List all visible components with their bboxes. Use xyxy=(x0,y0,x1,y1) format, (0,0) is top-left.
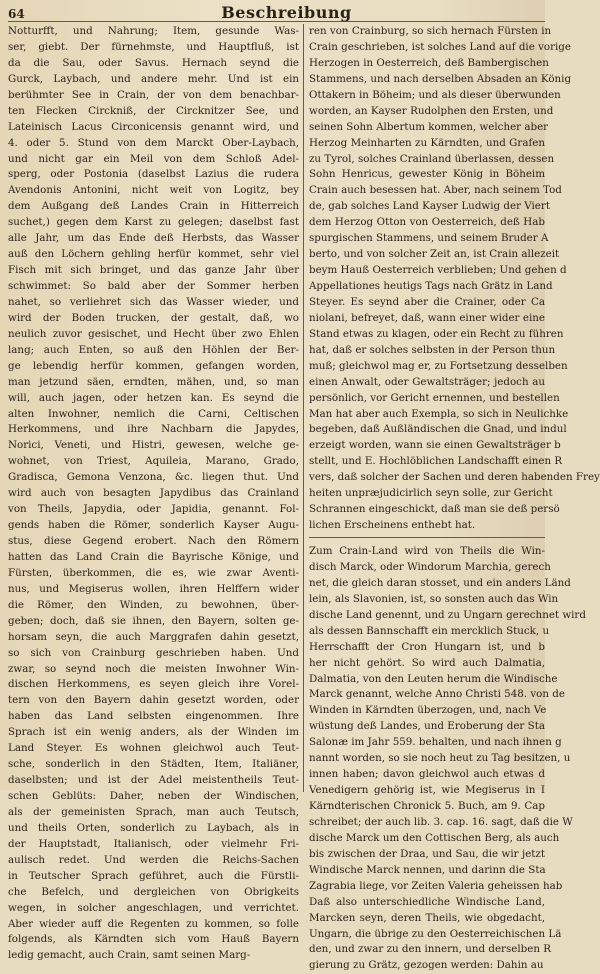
text-line: Gurck, Laybach, und andere mehr. Und ist ein xyxy=(8,72,299,85)
text-line: Dalmatia, von den Leuten herum die Windische xyxy=(309,672,558,685)
text-line: Ottakern in Böheim; und als dieser überwunden xyxy=(309,88,561,101)
right-column-bottom-paragraph xyxy=(309,544,586,974)
text-line: beym Hauß Oesterreich verblieben; Und gehen d xyxy=(309,264,567,277)
text-line: her nicht gehört. So wird auch Dalmatia, xyxy=(309,656,545,669)
text-line: folgends, als Kärndten sich vom Hauß Bayern xyxy=(8,933,299,946)
text-line: sperg, oder Postonia (daselbst Lazius die rudera xyxy=(8,168,299,181)
text-line: begeben, daß Außländischen die Gnad, und indul xyxy=(309,423,567,436)
text-line: neulich zuvor gesischet, und Hecht über zwo Ehlen xyxy=(8,327,299,340)
text-line: Lateinisch Lacus Circonicensis genannt wird, und xyxy=(8,120,299,133)
text-line: Norici, Veneti, und Histri, gewesen, welche ge- xyxy=(8,439,299,452)
text-line: Herzogen in Oesterreich, deß Bambergischen xyxy=(309,56,549,69)
text-line: worden, an Kayser Rudolphen den Ersten, und xyxy=(309,104,554,117)
text-line: Land Steyer. Es wohnen gleichwol auch Teut- xyxy=(8,742,299,755)
text-line: disch Marck, oder Windorum Marchia, gerech xyxy=(309,560,551,573)
text-line: alten Inwohner, nemlich die Carni, Celtischen xyxy=(8,407,299,420)
text-line: hatten das Land Crain die Bayrische Könige, und xyxy=(8,550,299,563)
text-line: und theils Orten, sonderlich zu Laybach, als in xyxy=(8,821,299,834)
text-line: bis zwischen der Draa, und Sau, die wir jetzt xyxy=(309,847,545,860)
text-line: dische Land genennt, und zu Ungarn gerechnet wird xyxy=(309,608,586,621)
text-line: Sohn Henricus, gewester König in Böheim xyxy=(309,168,545,181)
text-line: Stammens, und nach derselben Absaden an König xyxy=(309,72,572,85)
text-line: net, die gleich daran stosset, und ein anders Länd xyxy=(309,576,571,589)
text-line: lichen Erscheinens enthebt hat. xyxy=(309,519,476,532)
text-line: Stand etwas zu klagen, oder ein Recht zu führen xyxy=(309,327,564,340)
text-line: auß den Löchern gehling herfür kommet, sehr viel xyxy=(8,248,299,261)
page-header xyxy=(8,3,545,22)
text-line: als der gemeinisten Sprach, man auch Teutsch, xyxy=(8,805,299,818)
text-line: zu Tyrol, solches Crainland überlassen, dessen xyxy=(309,152,555,165)
text-line: dischen Herkommens, es seyen gleich ihre Vorel- xyxy=(8,678,299,691)
text-line: Salonæ im Jahr 559. behalten, und nach ihnen g xyxy=(309,736,562,749)
text-line: zwar, so seynd noch die meisten Inwohner Win- xyxy=(8,662,299,675)
text-line: persönlich, vor Gericht ernennen, und bestellen xyxy=(309,391,560,404)
text-line: suchet,) gegen dem Karst zu gelegen; daselbst fast xyxy=(8,216,299,229)
text-line: heiten unpræjudicirlich seyn solle, zur Gericht xyxy=(309,487,553,500)
text-line: lang; auch Enten, so auß den Höhlen der Ber- xyxy=(8,343,299,356)
left-column xyxy=(8,24,303,962)
text-line: innen haben; davon gleichwol auch etwas d xyxy=(309,768,545,781)
text-line: Windische Marck nennen, und darinn die Sta xyxy=(309,863,546,876)
text-line: stus, diese Gegend erobert. Nach den Römern xyxy=(8,535,299,547)
text-line: Herrschafft der Cron Hungarn ist, und b xyxy=(309,640,545,653)
text-line: die Römer, den Winden, zu bewohnen, über- xyxy=(8,598,299,611)
text-line: von Theils, Japydia, oder Japidia, genannt. Fol- xyxy=(8,503,299,516)
page-number: 64 xyxy=(8,7,25,21)
text-line: geben; doch, daß sie ihnen, den Bayern, solten ge- xyxy=(8,614,299,627)
text-line: Zum Crain-Land wird von Theils die Win- xyxy=(309,545,545,557)
text-columns xyxy=(8,24,600,972)
text-line: schwimmet: So bald aber der Sommer herben xyxy=(8,280,299,292)
text-line: ledig gemacht, auch Crain, samt seinen Marg- xyxy=(8,949,251,962)
text-line: ten Flecken Circkniß, der Circknitzer See, und xyxy=(8,104,299,117)
text-line: Fürsten, überkommen, die es, wie zwar Aventi- xyxy=(8,566,299,579)
text-line: haben das Land selbsten eingenommen. Ihre xyxy=(8,710,299,723)
text-line: schreibet; der auch lib. 3. cap. 16. sagt, daß die W xyxy=(309,815,573,828)
text-line: niolani, befreyet, daß, wann einer wider eine xyxy=(309,311,545,324)
text-line: Herzog Meinharten zu Kärndten, und Grafen xyxy=(309,136,545,149)
column-divider xyxy=(303,24,304,792)
text-line: Avendonis Antonini, nicht weit von Logitz, bey xyxy=(8,184,299,197)
text-line: vers, daß solcher der Sachen und deren habenden Frey xyxy=(309,471,600,484)
text-line: muß; gleichwol mag er, zu Fortsetzung desselben xyxy=(309,359,568,372)
text-line: da die Sau, oder Savus. Hernach seynd die xyxy=(8,56,299,69)
text-line: nannt worden, so sie noch heut zu Tag besitzen, u xyxy=(309,752,571,765)
text-line: Venedigern gehörig ist, wie Megiserus in I xyxy=(309,784,545,797)
text-line: wird der Boden trucken, der gestalt, daß, wo xyxy=(8,311,299,324)
text-line: 4. oder 5. Stund von dem Marckt Ober-Laybach, xyxy=(8,136,299,149)
text-line: Marcken seyn, deren Theils, wie obgedacht, xyxy=(309,911,545,924)
text-line: Sprach ist ein wenig anders, als der Winden im xyxy=(8,726,299,739)
text-line: spurgischen Stammens, und seinem Bruder A xyxy=(309,232,549,245)
text-line: horsam seyn, die auch Marggrafen dahin gesetzt, xyxy=(8,630,299,643)
text-line: nus, und Megiserus wollen, ihren Helffern wider xyxy=(8,582,299,595)
text-line: che Befelch, und dergleichen von Obrigkeits xyxy=(8,885,299,898)
text-line: stellt, und E. Hochlöblichen Landschafft einen R xyxy=(309,455,563,468)
text-line: dische Marck um den Cottischen Berg, als auch xyxy=(309,831,560,844)
text-line: der Hauptstadt, Italianisch, oder vielmehr Fri- xyxy=(8,837,299,850)
text-line: berühmter See in Crain, der von dem benachbar- xyxy=(8,88,299,101)
text-line: hat, daß er solches selbsten in der Person thun xyxy=(309,343,556,356)
text-line: will, auch jagen, oder hetzen kan. Es seynd die xyxy=(8,391,299,404)
text-line: gierung zu Grätz, gezogen werden: Dahin au xyxy=(309,959,544,972)
text-line: als dessen Bannschafft ein mercklich Stuck, u xyxy=(309,624,550,637)
text-line: ren von Crainburg, so sich hernach Fürsten in xyxy=(309,25,552,37)
text-line: Schrannen eingeschickt, daß man sie deß persö xyxy=(309,503,560,516)
text-line: schen Geblüts: Daher, neben der Windischen, xyxy=(8,790,299,802)
text-line: Kärndterischen Chronick 5. Buch, am 9. Cap xyxy=(309,800,545,812)
text-line: wohnet, von Triest, Aquileia, Marano, Grado, xyxy=(8,455,299,468)
text-line: Notturfft, und Nahrung; Item, gesunde Was- xyxy=(8,25,299,37)
text-line: ser, giebt. Der fürnehmste, und Hauptfluß, ist xyxy=(8,40,299,53)
text-line: tern von den Bayern dahin gesetzt worden, oder xyxy=(8,694,299,707)
text-line: den, und zwar zu den innern, und derselben R xyxy=(309,943,551,956)
text-line: berto, und von solcher Zeit an, ist Crain allezeit xyxy=(309,248,560,261)
text-line: Man hat aber auch Exempla, so sich in Neulichke xyxy=(309,407,569,420)
text-line: dem Herzog Otton von Oesterreich, deß Hab xyxy=(309,216,545,229)
text-line: man jetzund säen, erndten, mähen, und, so man xyxy=(8,375,299,388)
text-line: ge lebendig herfür kommen, gefangen worden, xyxy=(8,359,299,372)
paragraph-divider xyxy=(309,537,545,538)
text-line: Marck genannt, welche Anno Christi 548. von de xyxy=(309,688,565,701)
text-line: und nicht gar ein Meil von dem Schloß Adel- xyxy=(8,152,299,165)
right-column-top-paragraph xyxy=(309,24,600,534)
text-line: lein, als Slavonien, ist, so sonsten auch das Win xyxy=(309,592,559,605)
text-line: Crain auch besessen hat. Aber, nach seinem Tod xyxy=(309,184,562,197)
running-title: Beschreibung xyxy=(221,3,352,22)
text-line: de, gab solches Land Kayser Ludwig der Viert xyxy=(309,200,550,213)
text-line: in Teutscher Sprach geführet, auch die Fürstli- xyxy=(8,869,299,882)
text-line: wird auch von besagten Japydibus das Crainland xyxy=(8,487,299,500)
right-column xyxy=(309,24,600,972)
text-line: Aber wieder auff die Regenten zu kommen, so folle xyxy=(8,917,299,930)
text-line: wegen, in solcher angeschlagen, und verrichtet. xyxy=(8,901,299,914)
text-line: Appellationes heutigs Tags nach Grätz in Land xyxy=(309,280,553,292)
text-line: dem Außgang deß Landes Crain in Hitterreich xyxy=(8,200,299,213)
text-line: aulisch redet. Und werden die Reichs-Sachen xyxy=(8,853,299,866)
text-line: Zagrabia liege, vor Zeiten Valeria geheissen hab xyxy=(309,879,563,892)
text-line: erzeigt worden, wann sie einen Gewaltsträger b xyxy=(309,439,561,452)
text-line: seinen Sohn Albertum kommen, welcher aber xyxy=(309,120,549,133)
text-line: einen Anwalt, oder Gewaltsträger; jedoch au xyxy=(309,375,545,388)
text-line: Steyer. Es seynd aber die Crainer, oder Ca xyxy=(309,295,545,308)
text-line: so sich von Crainburg geschrieben haben. Und xyxy=(8,646,299,659)
text-line: Ungarn, die übrige zu den Oesterreichischen Lä xyxy=(309,927,562,940)
text-line: alle Jahr, um das Ende deß Herbsts, das Wasser xyxy=(8,232,299,245)
text-line: nahet, so verliehret sich das Wasser wieder, und xyxy=(8,295,299,308)
text-line: daselbsten; und ist der Adel meistentheils Teut- xyxy=(8,774,299,787)
text-line: Daß also unterschiedliche Windische Land, xyxy=(309,895,545,908)
text-line: Crain geschrieben, ist solches Land auf die vorige xyxy=(309,40,571,53)
text-line: Fisch mit sich bringet, und das ganze Jahr über xyxy=(8,264,299,277)
text-line: gends haben die Römer, sonderlich Kayser Augu- xyxy=(8,519,299,532)
text-line: sche, sonderlich in den Städten, Item, Italiäner, xyxy=(8,758,299,771)
text-line: Gradisca, Gemona Venzona, &c. liegen thut. Und xyxy=(8,471,299,484)
text-line: Winden in Kärndten überzogen, und, nach Ve xyxy=(309,704,547,717)
text-line: Herkommens, und ihre Nachbarn die Japydes, xyxy=(8,423,299,436)
text-line: wüstung deß Landes, und Eroberung der Sta xyxy=(309,720,545,733)
